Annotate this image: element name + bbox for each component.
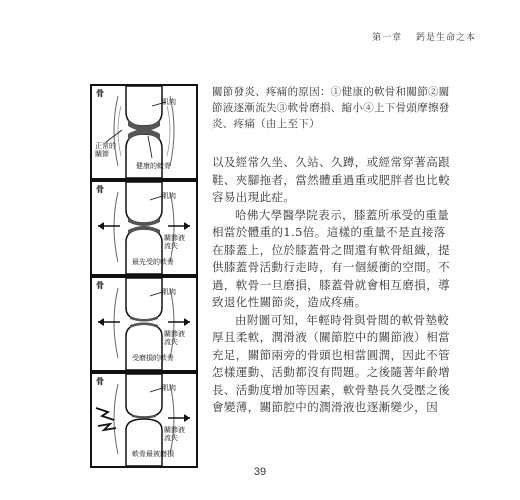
fluid-loss-label: 關節液 流失 — [164, 234, 185, 250]
joint-figure-cartilage-wear — [90, 276, 198, 372]
muscle-label: 肌肉 — [162, 384, 176, 392]
body-text — [212, 154, 456, 417]
joint-figure-fluid-loss — [90, 180, 198, 276]
paragraph: 由附圖可知，年輕時骨與骨間的軟骨墊較厚且柔軟，潤滑液（關節腔中的關節液）相當充足，關節兩旁的骨頭也相當圓潤，因此不管怎樣運動、活動都沒有問題。之後隨著年齡增長、活動度增加等因素，軟骨墊長久受壓之後會變薄，關節腔中的潤滑液也逐漸變少，因 — [212, 312, 450, 414]
cartilage-label: 軟骨最被磨損 — [132, 450, 174, 458]
cartilage-label: 受磨損的軟骨 — [132, 354, 174, 362]
joint-figure-bone-friction — [90, 372, 198, 468]
bone-label: 骨 — [96, 184, 104, 194]
page-number: 39 — [253, 466, 267, 478]
paragraph: 以及經常久坐、久站、久蹲，或經常穿著高跟鞋、夾腳拖者，當然體重過重或肥胖者也比較容易出現此症。 — [212, 155, 450, 204]
chapter-title: 鈣是生命之本 — [415, 33, 476, 43]
bone-label: 骨 — [96, 376, 104, 386]
bone-label: 骨 — [96, 280, 104, 290]
cartilage-label: 最先受的軟骨 — [132, 258, 174, 266]
fluid-loss-label: 關節液 流失 — [164, 426, 185, 442]
running-header — [362, 30, 476, 43]
normal-joint-label: 正常的 關節 — [95, 142, 116, 158]
bone-label: 骨 — [96, 88, 104, 98]
joint-figure-healthy — [90, 84, 198, 180]
chapter-label: 第一章 — [372, 33, 403, 43]
muscle-label: 肌肉 — [162, 192, 176, 200]
muscle-label: 肌肉 — [162, 288, 176, 296]
paragraph: 哈佛大學醫學院表示，膝蓋所承受的重量相當於體重的1.5倍。這樣的重量不是直接落在膝蓋上，位於膝蓋骨之間還有軟骨組織，提供膝蓋骨活動行走時，有一個緩衝的空間。不過，軟骨一旦磨損，膝蓋骨就會相互磨損，導致退化性關節炎，造成疼痛。 — [212, 207, 450, 309]
fluid-loss-label: 關節液 流失 — [164, 330, 185, 346]
figure-caption: 關節發炎、疼痛的原因：①健康的軟骨和關節②關節液逐漸流失③軟骨磨損、縮小④上下骨頭摩擦發炎、疼痛（由上至下） — [212, 86, 450, 130]
cartilage-label: 健康的軟骨 — [136, 162, 171, 170]
muscle-label: 肌肉 — [162, 98, 176, 106]
